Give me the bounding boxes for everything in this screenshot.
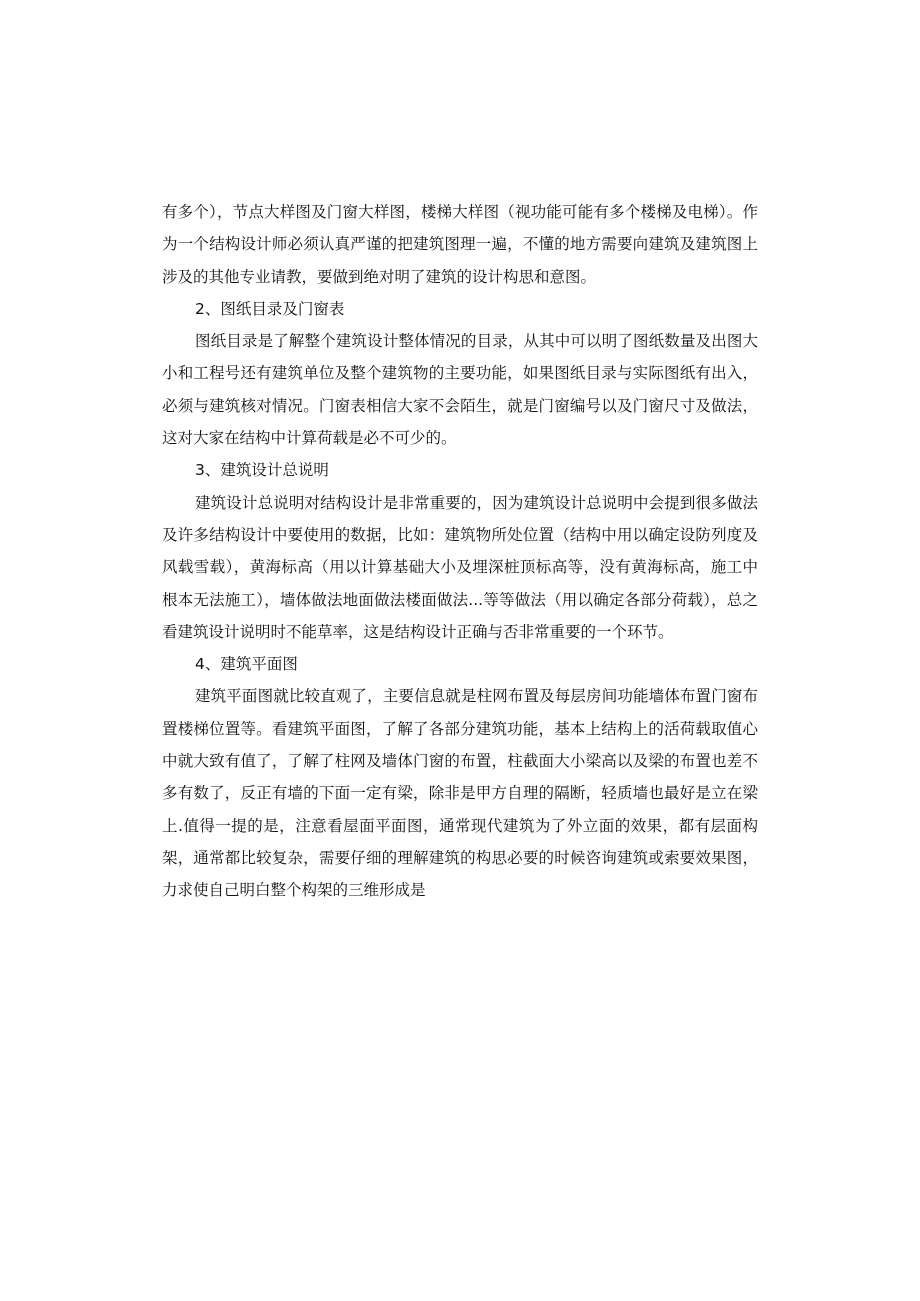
paragraph-continued: 有多个），节点大样图及门窗大样图，楼梯大样图（视功能可能有多个楼梯及电梯）。作为一个结构设计师必须认真严谨的把建筑图理一遍，不懂的地方需要向建筑及建筑图上涉及的其他专业请教，要做到绝对明了建筑的设计构思和意图。 <box>162 203 758 286</box>
paragraph-design-notes: 建筑设计总说明对结构设计是非常重要的，因为建筑设计总说明中会提到很多做法及许多结构设计中要使用的数据，比如：建筑物所处位置（结构中用以确定设防列度及风载雪载），黄海标高（用以计算基础大小及埋深桩顶标高等，没有黄海标高，施工中根本无法施工），墙体做法地面做法楼面做法...等等做法（用以确定各部分荷载），总之看建筑设计说明时不能草率，这是结构设计正确与否非常重要的一个环节。 <box>162 493 758 641</box>
section-heading-design-notes: 3、建筑设计总说明 <box>195 461 329 480</box>
document-body <box>162 196 758 907</box>
paragraph-floor-plan: 建筑平面图就比较直观了，主要信息就是柱网布置及每层房间功能墙体布置门窗布置楼梯位置等。看建筑平面图，了解了各部分建筑功能，基本上结构上的活荷载取值心中就大致有值了，了解了柱网及墙体门窗的布置，柱截面大小梁高以及梁的布置也差不多有数了，反正有墙的下面一定有梁，除非是甲方自理的隔断，轻质墙也最好是立在梁上.值得一提的是，注意看屋面平面图，通常现代建筑为了外立面的效果，都有层面构架，通常都比较复杂，需要仔细的理解建筑的构思必要的时候咨询建筑或索要效果图，力求使自己明白整个构架的三维形成是 <box>162 687 758 900</box>
paragraph-drawing-index: 图纸目录是了解整个建筑设计整体情况的目录，从其中可以明了图纸数量及出图大小和工程号还有建筑单位及整个建筑物的主要功能，如果图纸目录与实际图纸有出入，必须与建筑核对情况。门窗表相信大家不会陌生，就是门窗编号以及门窗尺寸及做法，这对大家在结构中计算荷载是必不可少的。 <box>162 332 758 448</box>
section-heading-floor-plan: 4、建筑平面图 <box>195 655 298 674</box>
section-heading-drawing-index: 2、图纸目录及门窗表 <box>195 299 345 318</box>
